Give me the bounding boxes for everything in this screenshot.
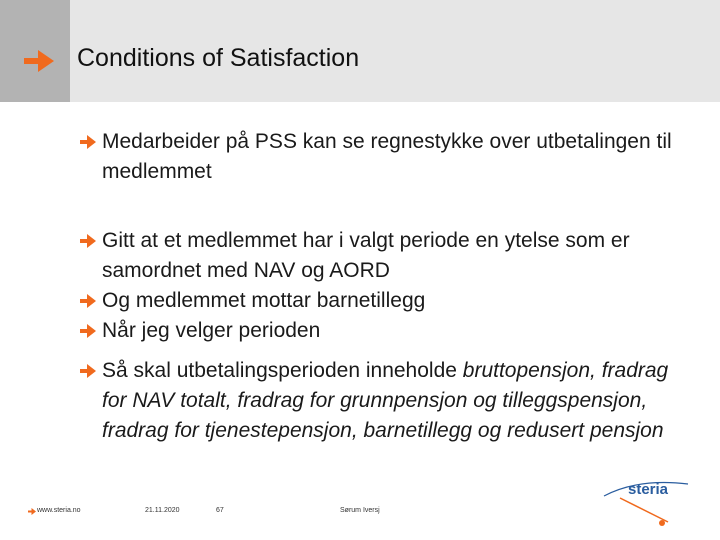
right-arrow-icon <box>80 135 96 149</box>
footer-arrow-icon <box>28 508 36 515</box>
title-arrow-icon <box>24 50 54 72</box>
footer-date: 21.11.2020 <box>145 507 180 514</box>
bullet-text-plain: Så skal utbetalingsperioden inneholde <box>102 359 463 382</box>
bullet-text: Og medlemmet mottar barnetillegg <box>102 289 426 312</box>
right-arrow-icon <box>80 234 96 248</box>
slide-title: Conditions of Satisfaction <box>77 44 360 72</box>
right-arrow-icon <box>80 294 96 308</box>
bullet-text-italic: bruttopensjon, fradrag for NAV totalt, fradrag for grunnpensjon og tilleggspensjon, fradrag for tjenestepensjon, barnetillegg og redusert pensjon <box>102 359 669 442</box>
footer-url[interactable]: www.steria.no <box>37 507 81 514</box>
svg-text:steria: steria <box>628 481 669 498</box>
steria-logo <box>598 470 698 530</box>
bullet-text <box>102 356 692 446</box>
bullet-text: Medarbeider på PSS kan se regnestykke over utbetalingen til medlemmet <box>102 130 672 183</box>
bullet-text: Når jeg velger perioden <box>102 319 321 342</box>
bullet-text: Gitt at et medlemmet har i valgt periode en ytelse som er samordnet med NAV og AORD <box>102 229 630 282</box>
footer-page-number: 67 <box>216 507 224 514</box>
right-arrow-icon <box>80 324 96 338</box>
right-arrow-icon <box>80 364 96 378</box>
footer-author: Sørum Iversj <box>340 507 380 514</box>
